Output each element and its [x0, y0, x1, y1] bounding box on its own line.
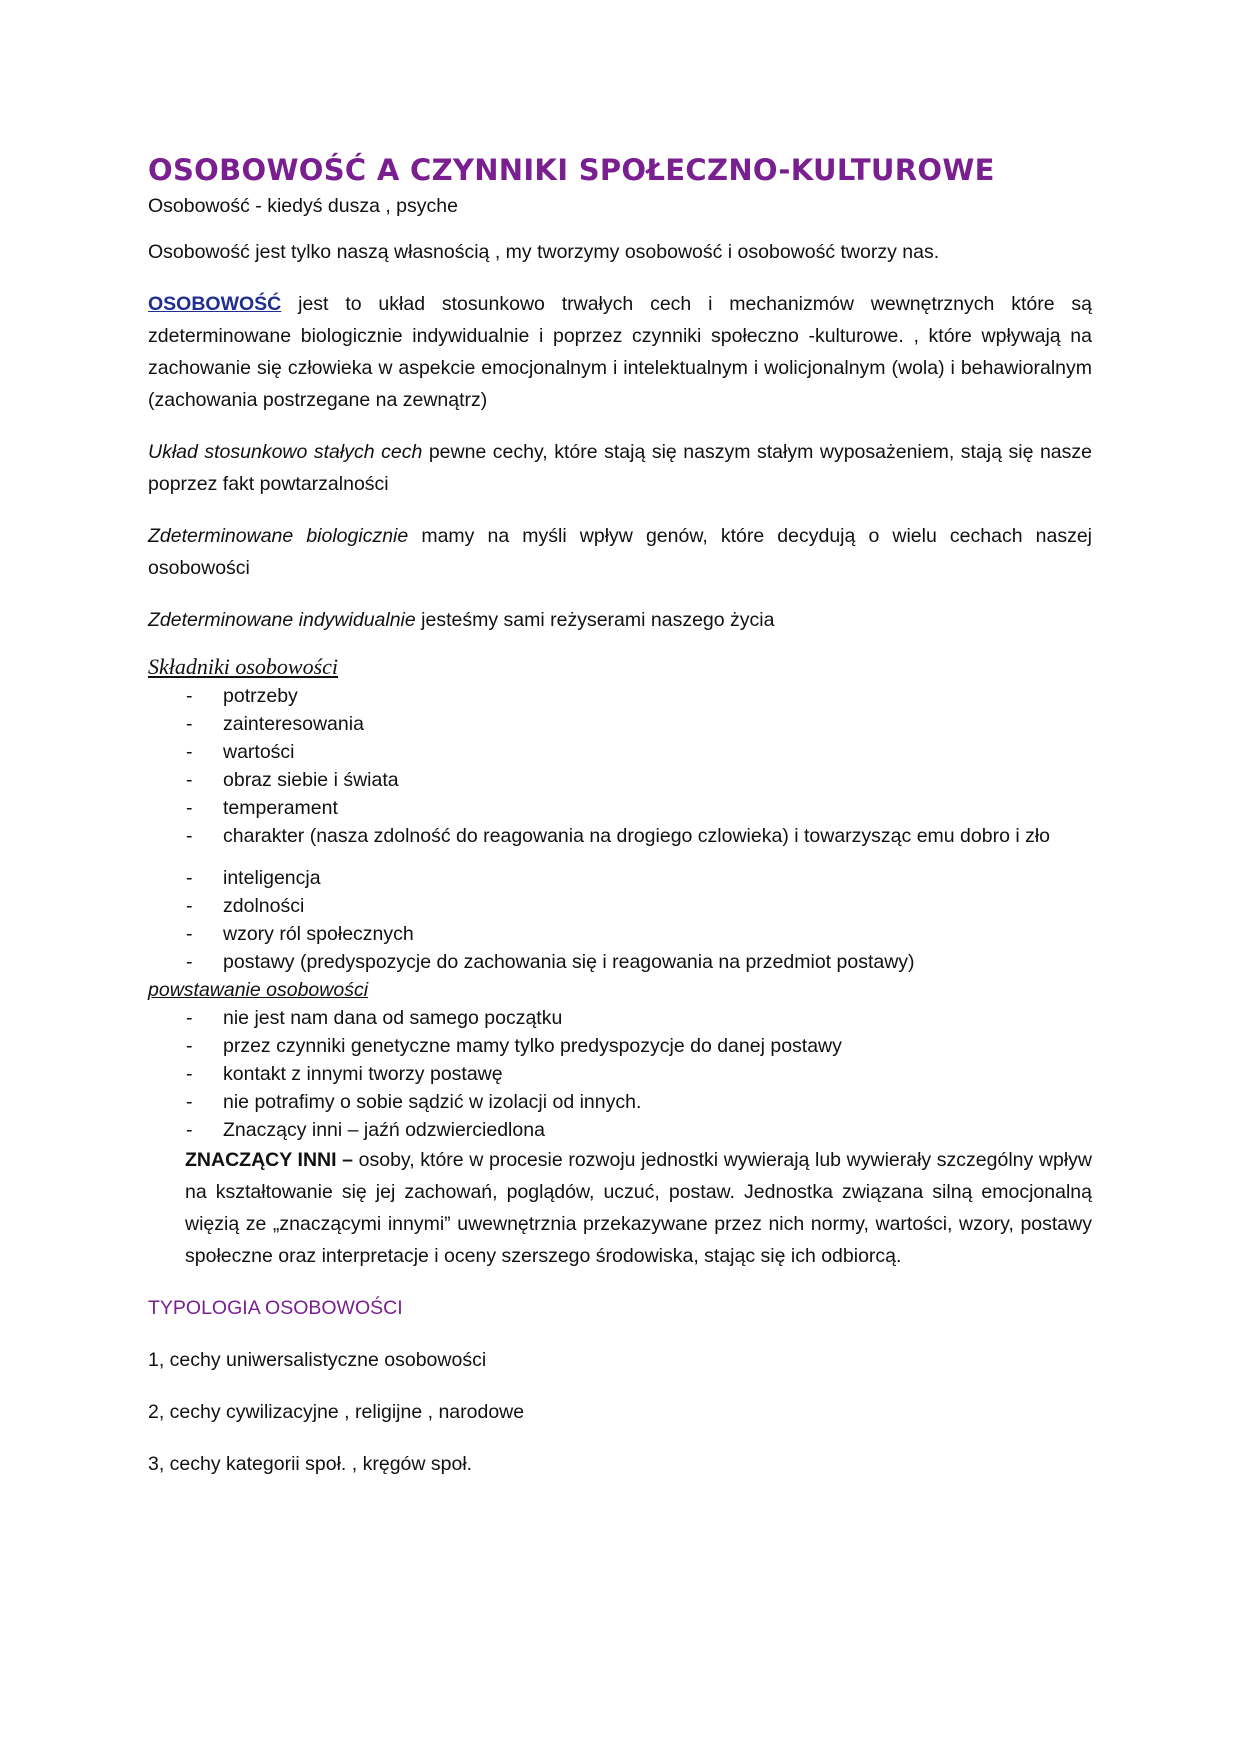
list-item: - inteligencja — [148, 864, 1092, 892]
typology-heading: TYPOLOGIA OSOBOWOŚCI — [148, 1297, 403, 1319]
formation-heading: powstawanie osobowości — [148, 979, 369, 1001]
formation-list — [148, 1004, 1092, 1144]
list-item: - zainteresowania — [148, 710, 1092, 738]
significant-term: ZNACZĄCY INNI – — [185, 1149, 354, 1171]
components-heading: Składniki osobowości — [148, 654, 339, 679]
explanation-phrase: Układ stosunkowo stałych cech — [148, 441, 423, 463]
list-item: - przez czynniki genetyczne mamy tylko predyspozycje do danej postawy — [148, 1032, 1092, 1060]
explanation-paragraph — [148, 604, 1092, 636]
list-item: - wartości — [148, 738, 1092, 766]
typology-item: 3, cechy kategorii społ. , kręgów społ. — [148, 1453, 473, 1475]
explanation-paragraph — [148, 436, 1092, 500]
explanation-text: mamy na myśli wpływ genów, które decydują o wielu cechach naszej osobowości — [148, 525, 1092, 579]
subtitle-line: Osobowość - kiedyś dusza , psyche — [148, 195, 458, 217]
list-item: - nie potrafimy o sobie sądzić w izolacji od innych. — [148, 1088, 1092, 1116]
list-gap — [148, 850, 1092, 864]
components-list-b — [148, 864, 1092, 976]
list-item: - postawy (predyspozycje do zachowania się i reagowania na przedmiot postawy) — [148, 948, 1092, 976]
definition-text: jest to układ stosunkowo trwałych cech i mechanizmów wewnętrznych które są zdeterminowane biologicznie indywidualnie i poprzez czynniki społeczno -kulturowe. , które wpływają na zachowanie się człowieka w aspekcie emocjonalnym i intelektualnym i wolicjonalnym (wola) i behawioralnym (zachowania postrzegane na zewnątrz) — [148, 293, 1092, 411]
list-item: - wzory ról społecznych — [148, 920, 1092, 948]
list-item: - kontakt z innymi tworzy postawę — [148, 1060, 1092, 1088]
explanation-text: jesteśmy sami reżyserami naszego życia — [415, 609, 775, 631]
explanation-phrase: Zdeterminowane biologicznie — [148, 525, 409, 547]
list-item: - nie jest nam dana od samego początku — [148, 1004, 1092, 1032]
list-item: - zdolności — [148, 892, 1092, 920]
components-list-a — [148, 682, 1092, 850]
definition-paragraph — [148, 288, 1092, 416]
typology-item: 2, cechy cywilizacyjne , religijne , narodowe — [148, 1401, 525, 1423]
significant-others-paragraph — [185, 1144, 1092, 1272]
significant-text: osoby, które w procesie rozwoju jednostki wywierają lub wywierały szczególny wpływ na kształtowanie się jej zachowań, poglądów, uczuć, postaw. Jednostka związana silną emocjonalną więzią ze „znaczącymi innymi” uwewnętrznia przekazywane przez nich normy, wartości, wzory, postawy społeczne oraz interpretacje i oceny szerszego środowiska, stając się ich odbiorcą. — [185, 1149, 1093, 1267]
document-title: OSOBOWOŚĆ A CZYNNIKI SPOŁECZNO-KULTUROWE — [148, 153, 995, 187]
list-item: - obraz siebie i świata — [148, 766, 1092, 794]
explanation-paragraph — [148, 520, 1092, 584]
explanation-text: pewne cechy, które stają się naszym stałym wyposażeniem, stają się nasze poprzez fakt powtarzalności — [148, 441, 1092, 495]
intro-paragraph: Osobowość jest tylko naszą własnością , my tworzymy osobowość i osobowość tworzy nas. — [148, 241, 940, 263]
definition-term: OSOBOWOŚĆ — [148, 293, 282, 315]
list-item: - potrzeby — [148, 682, 1092, 710]
explanation-phrase: Zdeterminowane indywidualnie — [148, 609, 416, 631]
list-item: - temperament — [148, 794, 1092, 822]
list-item: - Znaczący inni – jaźń odzwierciedlona — [148, 1116, 1092, 1144]
typology-item: 1, cechy uniwersalistyczne osobowości — [148, 1349, 487, 1371]
document-content — [148, 148, 1092, 1500]
list-item: - charakter (nasza zdolność do reagowania na drogiego czlowieka) i towarzysząc emu dobro i zło — [148, 822, 1092, 850]
